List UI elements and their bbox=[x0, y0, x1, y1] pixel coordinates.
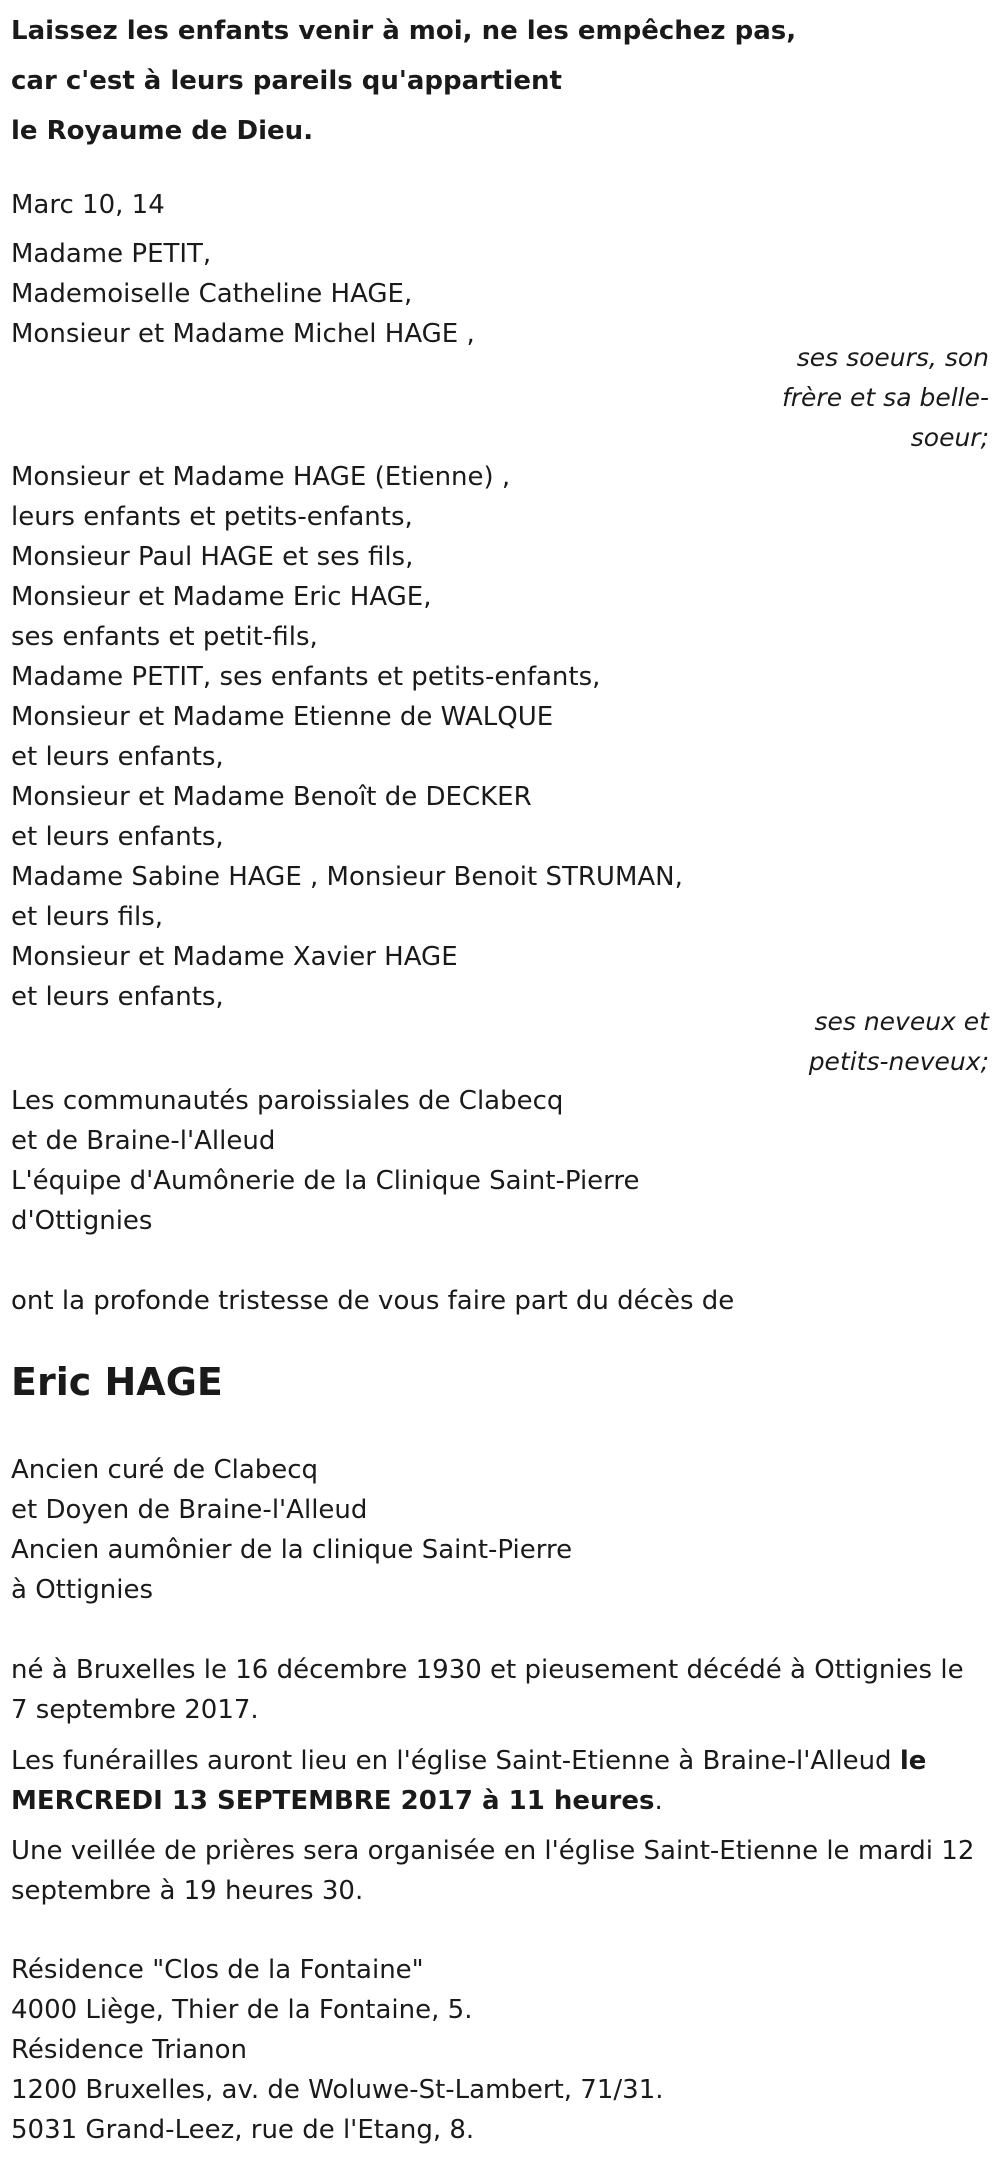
family-line: Monsieur et Madame Eric HAGE, bbox=[11, 582, 432, 612]
family-line: Monsieur et Madame Xavier HAGE bbox=[11, 942, 458, 972]
address-line: 4000 Liège, Thier de la Fontaine, 5. bbox=[11, 1995, 473, 2025]
address-line: Résidence Trianon bbox=[11, 2035, 247, 2065]
deceased-titles bbox=[11, 1450, 572, 1610]
epigraph-line: le Royaume de Dieu. bbox=[11, 116, 314, 146]
family-line: et leurs enfants, bbox=[11, 742, 224, 772]
relation-nephews bbox=[809, 1002, 989, 1082]
funeral-suffix: . bbox=[654, 1786, 663, 1816]
family-line: Mademoiselle Catheline HAGE, bbox=[11, 279, 413, 309]
family-line: et leurs fils, bbox=[11, 902, 164, 932]
birth-death-text: né à Bruxelles le 16 décembre 1930 et pieusement décédé à Ottignies le 7 septembre 2017. bbox=[11, 1655, 964, 1725]
family-line: Madame PETIT, bbox=[11, 239, 212, 269]
family-line: Monsieur Paul HAGE et ses fils, bbox=[11, 542, 414, 572]
family-line: Madame PETIT, ses enfants et petits-enfants, bbox=[11, 662, 601, 692]
family-line: Monsieur et Madame Etienne de WALQUE bbox=[11, 702, 554, 732]
community-line: d'Ottignies bbox=[11, 1206, 153, 1236]
title-line: Ancien curé de Clabecq bbox=[11, 1455, 319, 1485]
reference-text: Marc 10, 14 bbox=[11, 190, 165, 220]
family-line: et leurs enfants, bbox=[11, 982, 224, 1012]
funeral-prefix: Les funérailles auront lieu en l'église Saint-Etienne à Braine-l'Alleud bbox=[11, 1746, 900, 1776]
community-line: L'équipe d'Aumônerie de la Clinique Saint-Pierre bbox=[11, 1166, 640, 1196]
title-line: Ancien aumônier de la clinique Saint-Pierre bbox=[11, 1535, 573, 1565]
family-line: Monsieur et Madame HAGE (Etienne) , bbox=[11, 462, 511, 492]
family-line: leurs enfants et petits-enfants, bbox=[11, 502, 413, 532]
address-line: 5031 Grand-Leez, rue de l'Etang, 8. bbox=[11, 2115, 475, 2145]
family-line: ses enfants et petit-fils, bbox=[11, 622, 318, 652]
epigraph-line: Laissez les enfants venir à moi, ne les empêchez pas, bbox=[11, 16, 797, 46]
epigraph-line: car c'est à leurs pareils qu'appartient bbox=[11, 66, 562, 96]
relation-siblings bbox=[782, 338, 989, 458]
family-line: Monsieur et Madame Benoît de DECKER bbox=[11, 782, 532, 812]
family-line: et leurs enfants, bbox=[11, 822, 224, 852]
announcement bbox=[11, 1281, 734, 1321]
title-line: et Doyen de Braine-l'Alleud bbox=[11, 1495, 368, 1525]
funeral-text bbox=[11, 1741, 986, 1821]
relation-line: frère et sa belle- bbox=[781, 383, 989, 412]
epigraph bbox=[11, 6, 796, 156]
address-line: 1200 Bruxelles, av. de Woluwe-St-Lambert, 71/31. bbox=[11, 2075, 664, 2105]
vigil-text: Une veillée de prières sera organisée en l'église Saint-Etienne le mardi 12 septembre à 19 heures 30. bbox=[11, 1836, 975, 1906]
deceased-name: Eric HAGE bbox=[11, 1360, 223, 1404]
family-nephews bbox=[11, 457, 683, 1017]
family-siblings bbox=[11, 234, 475, 354]
relation-line: petits-neveux; bbox=[808, 1047, 989, 1076]
community-line: Les communautés paroissiales de Clabecq bbox=[11, 1086, 564, 1116]
address-line: Résidence "Clos de la Fontaine" bbox=[11, 1955, 424, 1985]
communities bbox=[11, 1081, 640, 1241]
announcement-text: ont la profonde tristesse de vous faire part du décès de bbox=[11, 1286, 735, 1316]
relation-line: soeur; bbox=[910, 423, 989, 452]
bible-reference bbox=[11, 185, 165, 225]
funeral-date: le MERCREDI 13 SEPTEMBRE 2017 à 11 heures bbox=[11, 1746, 927, 1816]
title-line: à Ottignies bbox=[11, 1575, 154, 1605]
family-line: Monsieur et Madame Michel HAGE , bbox=[11, 319, 475, 349]
relation-line: ses neveux et bbox=[814, 1007, 989, 1036]
family-line: Madame Sabine HAGE , Monsieur Benoit STRUMAN, bbox=[11, 862, 683, 892]
addresses bbox=[11, 1950, 664, 2150]
relation-line: ses soeurs, son bbox=[796, 343, 989, 372]
community-line: et de Braine-l'Alleud bbox=[11, 1126, 276, 1156]
